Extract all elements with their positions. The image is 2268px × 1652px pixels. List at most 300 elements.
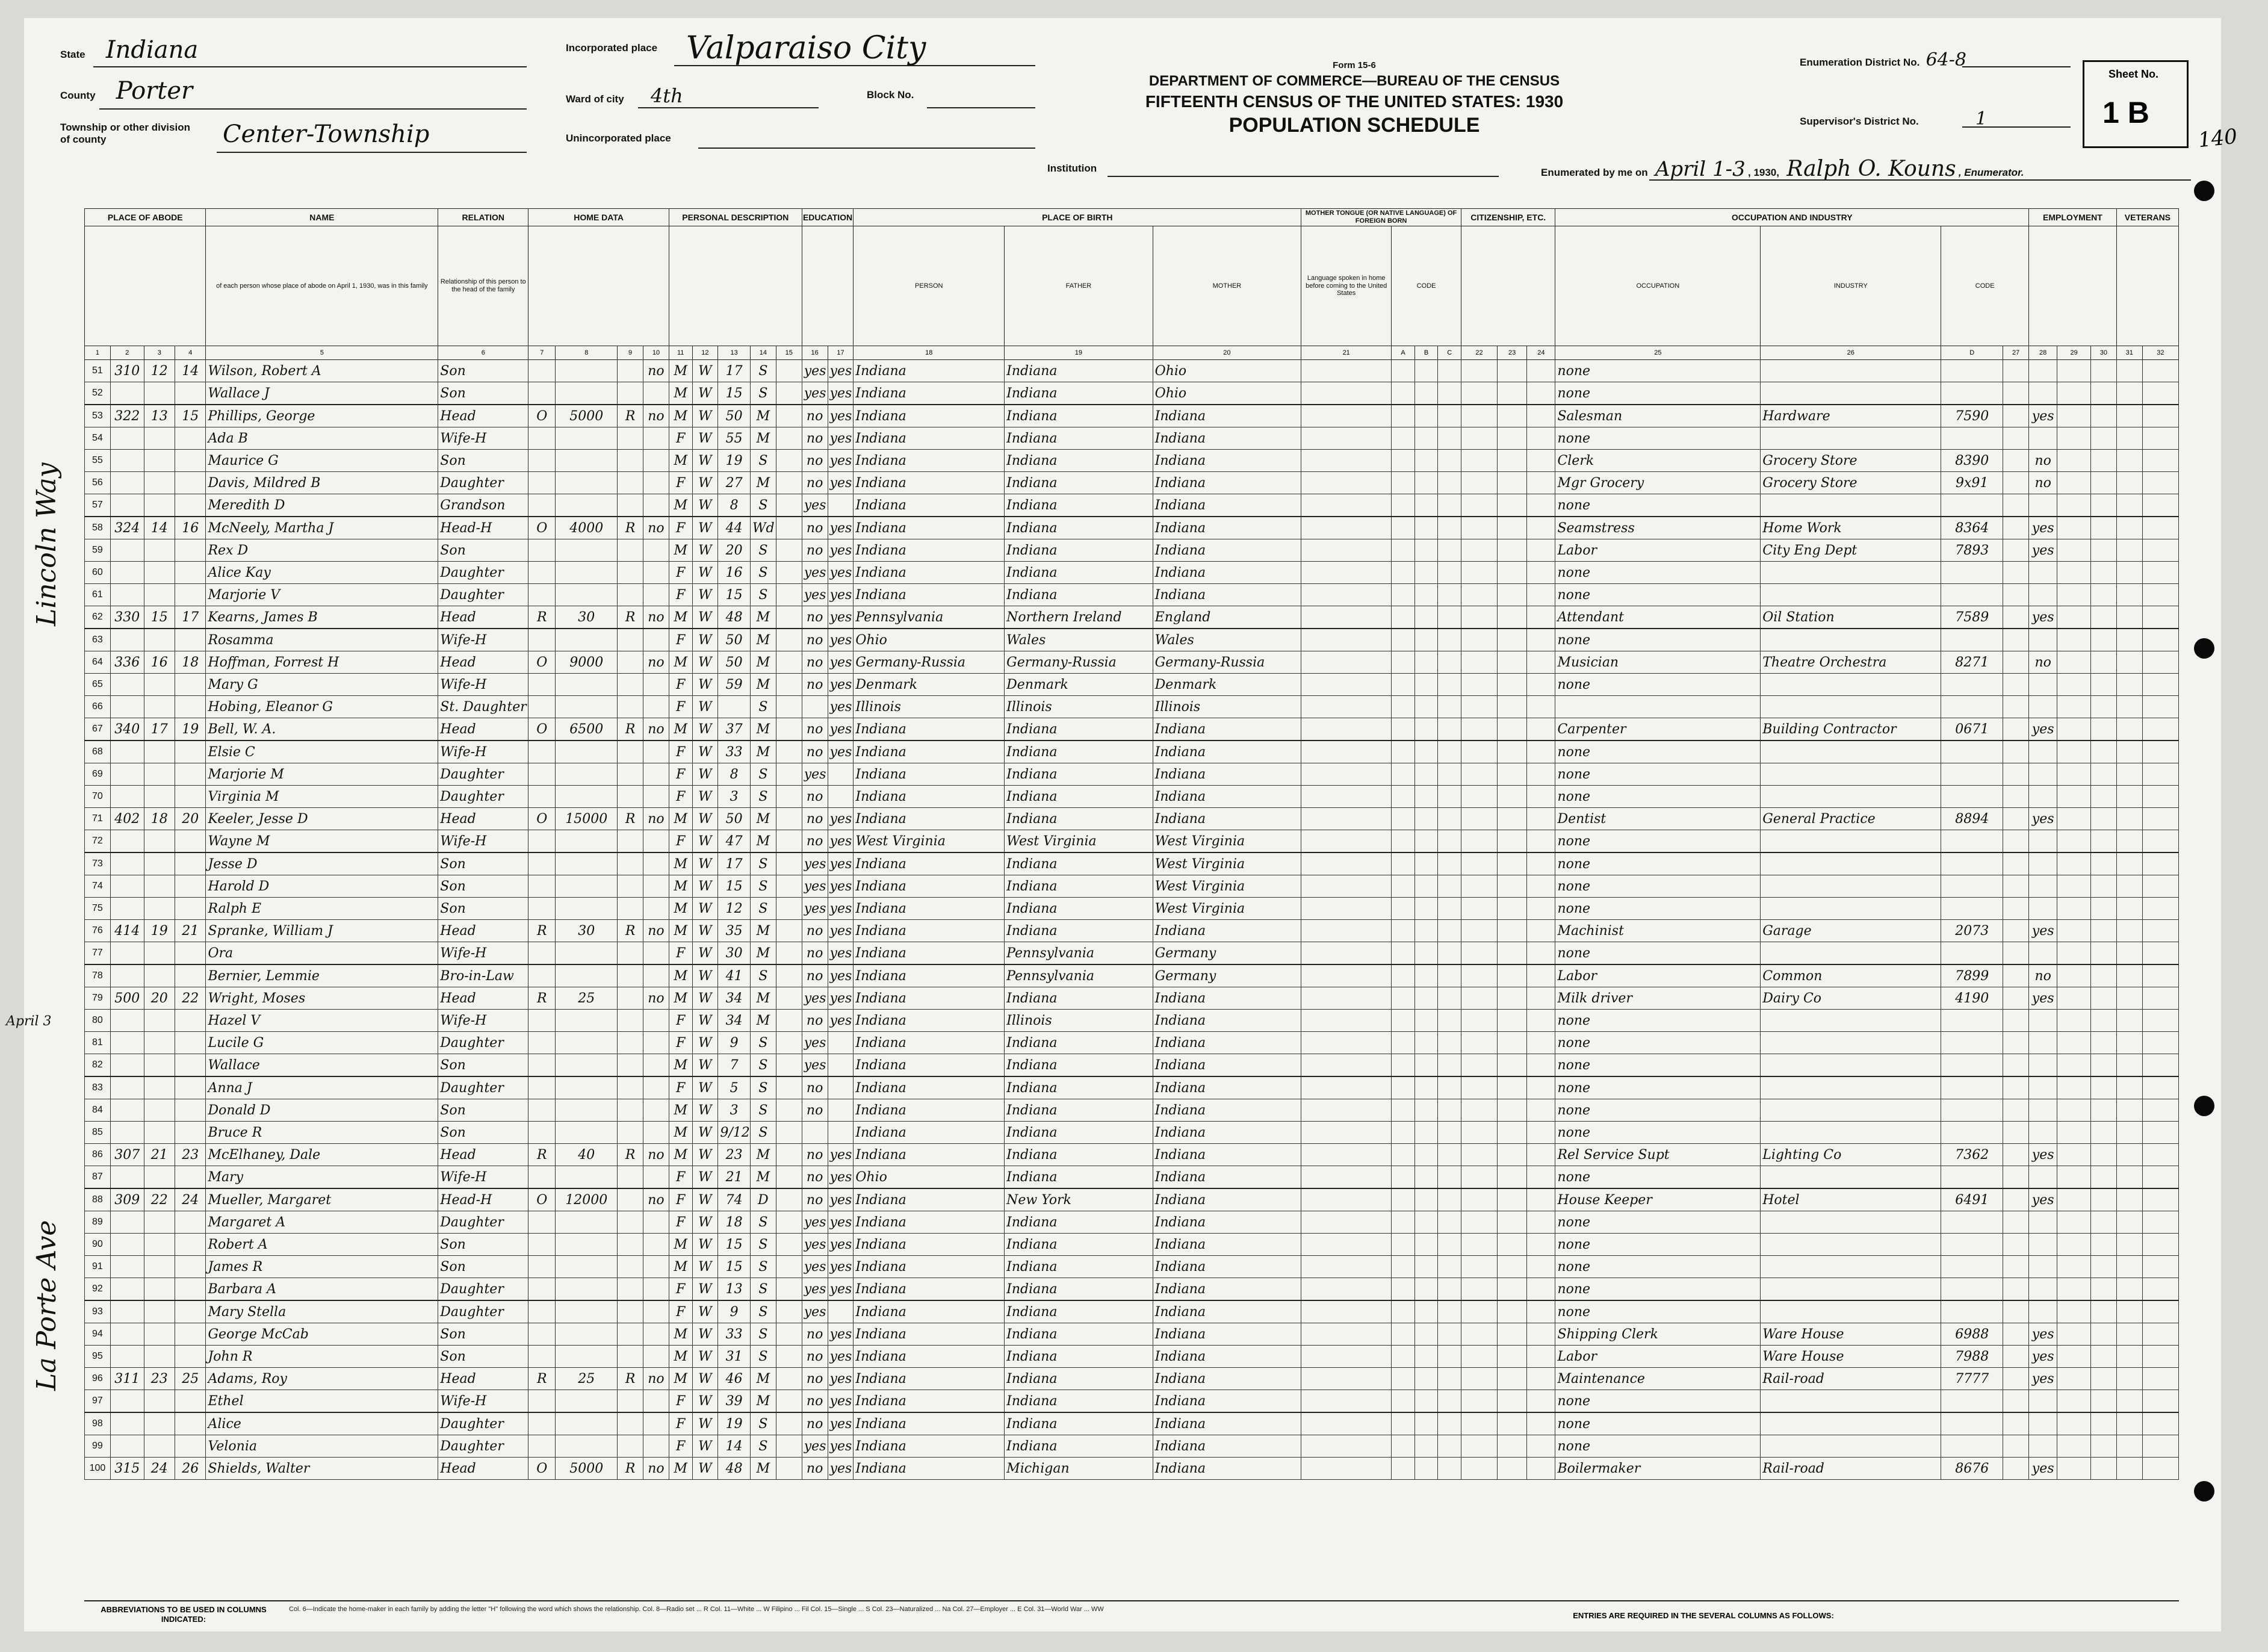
cell-empty bbox=[1497, 382, 1526, 405]
cell-occ: Labor bbox=[1555, 964, 1761, 987]
column-number: A bbox=[1392, 346, 1415, 360]
cell-occ: none bbox=[1555, 763, 1761, 786]
cell-sex: M bbox=[669, 920, 692, 942]
cell-line: 82 bbox=[85, 1054, 111, 1077]
cell-empty bbox=[2057, 763, 2091, 786]
cell-age: 3 bbox=[718, 786, 751, 808]
cell-ind: Hotel bbox=[1761, 1188, 1941, 1211]
cell-val bbox=[556, 584, 618, 606]
cell-empty bbox=[776, 472, 802, 494]
cell-val bbox=[556, 1010, 618, 1032]
cell-mbp: Indiana bbox=[1153, 562, 1301, 584]
table-row bbox=[85, 584, 2179, 606]
cell-rel: Daughter bbox=[438, 763, 528, 786]
cell-race: W bbox=[692, 786, 718, 808]
cell-empty bbox=[1527, 1234, 1555, 1256]
cell-fam bbox=[175, 1412, 206, 1435]
cell-empty bbox=[776, 1412, 802, 1435]
cell-emp bbox=[2029, 1122, 2057, 1144]
cell-empty bbox=[776, 562, 802, 584]
cell-fbp: Wales bbox=[1005, 629, 1153, 651]
cell-empty bbox=[2057, 1458, 2091, 1480]
cell-school: no bbox=[802, 539, 828, 562]
cell-ind bbox=[1761, 1278, 1941, 1301]
cell-empty bbox=[2057, 539, 2091, 562]
cell-empty bbox=[2116, 450, 2142, 472]
cell-empty bbox=[1301, 606, 1392, 629]
cell-empty bbox=[1414, 830, 1438, 853]
cell-read: yes bbox=[828, 606, 854, 629]
cell-age: 16 bbox=[718, 562, 751, 584]
cell-empty bbox=[2090, 830, 2116, 853]
cell-ind: General Practice bbox=[1761, 808, 1941, 830]
cell-farm bbox=[643, 763, 669, 786]
cell-race: W bbox=[692, 405, 718, 427]
cell-empty bbox=[2116, 651, 2142, 674]
cell-radio bbox=[618, 696, 643, 718]
cell-empty bbox=[2057, 942, 2091, 965]
cell-fbp: Indiana bbox=[1005, 1211, 1153, 1234]
cell-code bbox=[1941, 562, 2003, 584]
cell-empty bbox=[1301, 1323, 1392, 1346]
cell-empty bbox=[1438, 1346, 1461, 1368]
cell-farm bbox=[643, 1099, 669, 1122]
cell-line: 61 bbox=[85, 584, 111, 606]
table-row bbox=[85, 942, 2179, 965]
cell-rel: Daughter bbox=[438, 786, 528, 808]
cell-read: yes bbox=[828, 517, 854, 539]
cell-empty bbox=[1461, 651, 1497, 674]
cell-dw: 12 bbox=[144, 360, 175, 382]
cell-line: 58 bbox=[85, 517, 111, 539]
cell-empty bbox=[1497, 1256, 1526, 1278]
cell-radio bbox=[618, 830, 643, 853]
cell-radio: R bbox=[618, 1458, 643, 1480]
cell-empty bbox=[2003, 360, 2029, 382]
cell-school: no bbox=[802, 651, 828, 674]
cell-name: George McCab bbox=[206, 1323, 438, 1346]
cell-empty bbox=[1461, 875, 1497, 898]
cell-house bbox=[110, 741, 144, 763]
cell-age: 23 bbox=[718, 1144, 751, 1166]
column-number: 9 bbox=[618, 346, 643, 360]
cell-read: yes bbox=[828, 1368, 854, 1390]
cell-own: O bbox=[528, 651, 556, 674]
cell-fam bbox=[175, 1323, 206, 1346]
cell-age: 74 bbox=[718, 1188, 751, 1211]
cell-empty bbox=[1414, 1346, 1438, 1368]
cell-read: yes bbox=[828, 718, 854, 741]
cell-empty bbox=[1301, 696, 1392, 718]
cell-code: 7899 bbox=[1941, 964, 2003, 987]
cell-empty bbox=[2090, 718, 2116, 741]
cell-empty bbox=[776, 1323, 802, 1346]
cell-race: W bbox=[692, 964, 718, 987]
cell-empty bbox=[1392, 786, 1415, 808]
cell-fam bbox=[175, 1278, 206, 1301]
cell-sex: M bbox=[669, 808, 692, 830]
cell-empty bbox=[1497, 494, 1526, 517]
cell-empty bbox=[2090, 964, 2116, 987]
cell-empty bbox=[2142, 360, 2178, 382]
cell-empty bbox=[2057, 1122, 2091, 1144]
cell-school: yes bbox=[802, 494, 828, 517]
cell-empty bbox=[2003, 1076, 2029, 1099]
cell-radio bbox=[618, 1211, 643, 1234]
cell-empty bbox=[2142, 1188, 2178, 1211]
form-number: Form 15-6 bbox=[1333, 60, 1376, 70]
cell-line: 90 bbox=[85, 1234, 111, 1256]
cell-empty bbox=[1414, 898, 1438, 920]
cell-dw bbox=[144, 1032, 175, 1054]
cell-occ: Machinist bbox=[1555, 920, 1761, 942]
cell-empty bbox=[2003, 517, 2029, 539]
table-row bbox=[85, 1346, 2179, 1368]
cell-school: no bbox=[802, 830, 828, 853]
cell-own bbox=[528, 830, 556, 853]
cell-occ: none bbox=[1555, 584, 1761, 606]
binder-hole bbox=[2194, 638, 2214, 659]
cell-age: 50 bbox=[718, 629, 751, 651]
cell-fbp: Indiana bbox=[1005, 1346, 1153, 1368]
cell-dw: 21 bbox=[144, 1144, 175, 1166]
cell-dw bbox=[144, 696, 175, 718]
cell-age: 37 bbox=[718, 718, 751, 741]
cell-empty bbox=[1497, 852, 1526, 875]
cell-fam: 18 bbox=[175, 651, 206, 674]
cell-mar: M bbox=[750, 629, 776, 651]
cell-fbp: Indiana bbox=[1005, 898, 1153, 920]
supervisor-underline bbox=[1962, 126, 2071, 128]
cell-empty bbox=[1392, 1188, 1415, 1211]
cell-age: 39 bbox=[718, 1390, 751, 1413]
cell-empty bbox=[1301, 1054, 1392, 1077]
cell-farm bbox=[643, 494, 669, 517]
cell-empty bbox=[1392, 1435, 1415, 1458]
cell-read bbox=[828, 494, 854, 517]
cell-bp: Denmark bbox=[854, 674, 1005, 696]
cell-radio bbox=[618, 1099, 643, 1122]
cell-empty bbox=[1438, 1412, 1461, 1435]
cell-empty bbox=[1301, 1458, 1392, 1480]
cell-dw bbox=[144, 1122, 175, 1144]
cell-empty bbox=[1392, 539, 1415, 562]
cell-ind bbox=[1761, 1054, 1941, 1077]
cell-farm bbox=[643, 1323, 669, 1346]
cell-val bbox=[556, 875, 618, 898]
cell-empty bbox=[1438, 830, 1461, 853]
cell-empty bbox=[1461, 1234, 1497, 1256]
cell-school: yes bbox=[802, 562, 828, 584]
cell-empty bbox=[2090, 584, 2116, 606]
cell-code: 8364 bbox=[1941, 517, 2003, 539]
cell-empty bbox=[1392, 1346, 1415, 1368]
cell-mbp: Germany-Russia bbox=[1153, 651, 1301, 674]
county-value: Porter bbox=[116, 77, 193, 105]
cell-val bbox=[556, 1300, 618, 1323]
cell-empty bbox=[1414, 696, 1438, 718]
cell-read: yes bbox=[828, 1435, 854, 1458]
group-abode: PLACE OF ABODE bbox=[85, 209, 206, 226]
cell-empty bbox=[1301, 1010, 1392, 1032]
column-number: 13 bbox=[718, 346, 751, 360]
cell-mbp: Indiana bbox=[1153, 1144, 1301, 1166]
column-number-row bbox=[85, 346, 2179, 360]
cell-dw bbox=[144, 1234, 175, 1256]
block-underline bbox=[927, 107, 1035, 108]
cell-empty bbox=[2003, 1390, 2029, 1413]
cell-empty bbox=[1497, 1122, 1526, 1144]
cell-empty bbox=[776, 1054, 802, 1077]
cell-empty bbox=[1461, 1256, 1497, 1278]
cell-radio bbox=[618, 1412, 643, 1435]
cell-empty bbox=[2090, 1435, 2116, 1458]
cell-empty bbox=[1461, 1010, 1497, 1032]
birth-mother-subheader: MOTHER bbox=[1153, 226, 1301, 346]
cell-mar: S bbox=[750, 696, 776, 718]
cell-house bbox=[110, 852, 144, 875]
cell-dw bbox=[144, 786, 175, 808]
cell-age: 15 bbox=[718, 584, 751, 606]
enum-district-underline bbox=[1962, 66, 2071, 67]
cell-occ bbox=[1555, 696, 1761, 718]
cell-code bbox=[1941, 1122, 2003, 1144]
cell-empty bbox=[2003, 763, 2029, 786]
cell-empty bbox=[1527, 360, 1555, 382]
cell-empty bbox=[1438, 1032, 1461, 1054]
cell-name: Barbara A bbox=[206, 1278, 438, 1301]
cell-sex: M bbox=[669, 898, 692, 920]
cell-empty bbox=[2057, 852, 2091, 875]
cell-ind bbox=[1761, 1099, 1941, 1122]
cell-empty bbox=[1461, 1166, 1497, 1189]
cell-mbp: Indiana bbox=[1153, 920, 1301, 942]
cell-mbp: Indiana bbox=[1153, 1368, 1301, 1390]
cell-empty bbox=[1414, 360, 1438, 382]
column-number: 15 bbox=[776, 346, 802, 360]
table-row bbox=[85, 450, 2179, 472]
cell-empty bbox=[1461, 1032, 1497, 1054]
cell-own bbox=[528, 1346, 556, 1368]
cell-sex: M bbox=[669, 964, 692, 987]
cell-radio bbox=[618, 629, 643, 651]
cell-empty bbox=[1438, 875, 1461, 898]
cell-empty bbox=[1438, 696, 1461, 718]
cell-empty bbox=[1414, 1211, 1438, 1234]
cell-empty bbox=[1527, 1346, 1555, 1368]
cell-rel: Head bbox=[438, 1458, 528, 1480]
cell-read: yes bbox=[828, 1166, 854, 1189]
cell-empty bbox=[2090, 1234, 2116, 1256]
cell-house: 330 bbox=[110, 606, 144, 629]
column-number: 29 bbox=[2057, 346, 2091, 360]
cell-rel: Head bbox=[438, 718, 528, 741]
cell-val bbox=[556, 763, 618, 786]
cell-fbp: Pennsylvania bbox=[1005, 964, 1153, 987]
cell-line: 53 bbox=[85, 405, 111, 427]
cell-empty bbox=[1414, 494, 1438, 517]
cell-empty bbox=[2142, 606, 2178, 629]
cell-fam bbox=[175, 427, 206, 450]
cell-radio bbox=[618, 584, 643, 606]
cell-school: yes bbox=[802, 1435, 828, 1458]
cell-ind bbox=[1761, 898, 1941, 920]
cell-empty bbox=[2116, 674, 2142, 696]
cell-empty bbox=[776, 987, 802, 1010]
cell-val bbox=[556, 1234, 618, 1256]
cell-empty bbox=[2142, 763, 2178, 786]
cell-empty bbox=[1497, 741, 1526, 763]
cell-empty bbox=[2116, 1234, 2142, 1256]
cell-empty bbox=[776, 360, 802, 382]
cell-school: yes bbox=[802, 898, 828, 920]
table-row bbox=[85, 494, 2179, 517]
cell-empty bbox=[776, 1010, 802, 1032]
cell-line: 96 bbox=[85, 1368, 111, 1390]
cell-empty bbox=[776, 1076, 802, 1099]
cell-mar: M bbox=[750, 942, 776, 965]
cell-empty bbox=[1497, 1300, 1526, 1323]
cell-occ: Rel Service Supt bbox=[1555, 1144, 1761, 1166]
cell-name: Marjorie M bbox=[206, 763, 438, 786]
cell-house bbox=[110, 1300, 144, 1323]
table-row bbox=[85, 696, 2179, 718]
cell-house bbox=[110, 875, 144, 898]
cell-mbp: Indiana bbox=[1153, 987, 1301, 1010]
relation-subheader: Relationship of this person to the head of the family bbox=[438, 226, 528, 346]
cell-empty bbox=[1414, 539, 1438, 562]
cell-bp: Indiana bbox=[854, 539, 1005, 562]
cell-emp: yes bbox=[2029, 1368, 2057, 1390]
cell-own bbox=[528, 898, 556, 920]
incorporated-label: Incorporated place bbox=[566, 42, 658, 54]
cell-fam bbox=[175, 964, 206, 987]
cell-empty bbox=[1438, 360, 1461, 382]
cell-bp: Indiana bbox=[854, 1323, 1005, 1346]
cell-empty bbox=[776, 1144, 802, 1166]
cell-empty bbox=[1438, 1458, 1461, 1480]
cell-line: 83 bbox=[85, 1076, 111, 1099]
cell-race: W bbox=[692, 1054, 718, 1077]
cell-age: 13 bbox=[718, 1278, 751, 1301]
cell-read: yes bbox=[828, 942, 854, 965]
cell-empty bbox=[2116, 472, 2142, 494]
cell-empty bbox=[1438, 1435, 1461, 1458]
cell-bp: Indiana bbox=[854, 942, 1005, 965]
cell-read: yes bbox=[828, 964, 854, 987]
cell-race: W bbox=[692, 696, 718, 718]
cell-empty bbox=[2090, 786, 2116, 808]
group-tongue: MOTHER TONGUE (OR NATIVE LANGUAGE) OF FOREIGN BORN bbox=[1301, 209, 1461, 226]
cell-fbp: Indiana bbox=[1005, 1435, 1153, 1458]
cell-mar: S bbox=[750, 875, 776, 898]
cell-occ: none bbox=[1555, 1099, 1761, 1122]
cell-occ: Shipping Clerk bbox=[1555, 1323, 1761, 1346]
cell-mar: M bbox=[750, 427, 776, 450]
cell-farm: no bbox=[643, 1458, 669, 1480]
cell-empty bbox=[1301, 964, 1392, 987]
cell-name: Mary Stella bbox=[206, 1300, 438, 1323]
cell-empty bbox=[1527, 942, 1555, 965]
cell-house bbox=[110, 830, 144, 853]
cell-empty bbox=[1438, 494, 1461, 517]
cell-ind bbox=[1761, 494, 1941, 517]
cell-empty bbox=[1301, 629, 1392, 651]
cell-mar: S bbox=[750, 382, 776, 405]
cell-empty bbox=[776, 539, 802, 562]
cell-mar: D bbox=[750, 1188, 776, 1211]
cell-name: Spranke, William J bbox=[206, 920, 438, 942]
cell-emp bbox=[2029, 1412, 2057, 1435]
enumerated-label: Enumerated by me on bbox=[1541, 167, 1648, 178]
cell-house bbox=[110, 539, 144, 562]
cell-house bbox=[110, 1010, 144, 1032]
cell-rel: Daughter bbox=[438, 472, 528, 494]
cell-sex: F bbox=[669, 1010, 692, 1032]
cell-empty bbox=[2057, 472, 2091, 494]
cell-empty bbox=[1527, 1458, 1555, 1480]
cell-empty bbox=[1414, 1054, 1438, 1077]
cell-fbp: Indiana bbox=[1005, 920, 1153, 942]
cell-empty bbox=[1497, 1166, 1526, 1189]
cell-empty bbox=[1461, 1368, 1497, 1390]
cell-empty bbox=[1461, 1390, 1497, 1413]
cell-farm bbox=[643, 1435, 669, 1458]
cell-mar: M bbox=[750, 808, 776, 830]
cell-empty bbox=[2116, 1458, 2142, 1480]
cell-race: W bbox=[692, 1346, 718, 1368]
cell-radio bbox=[618, 651, 643, 674]
column-number: 3 bbox=[144, 346, 175, 360]
cell-farm: no bbox=[643, 920, 669, 942]
cell-empty bbox=[1438, 718, 1461, 741]
cell-empty bbox=[2116, 1054, 2142, 1077]
entries-required-heading: ENTRIES ARE REQUIRED IN THE SEVERAL COLUMNS AS FOLLOWS: bbox=[1573, 1611, 1834, 1620]
cell-empty bbox=[776, 1122, 802, 1144]
group-home: HOME DATA bbox=[528, 209, 669, 226]
cell-sex: F bbox=[669, 629, 692, 651]
cell-empty bbox=[1301, 1368, 1392, 1390]
cell-dw bbox=[144, 1323, 175, 1346]
cell-fbp: Germany-Russia bbox=[1005, 651, 1153, 674]
cell-val bbox=[556, 674, 618, 696]
cell-empty bbox=[2057, 1166, 2091, 1189]
table-row bbox=[85, 987, 2179, 1010]
cell-name: Wright, Moses bbox=[206, 987, 438, 1010]
cell-line: 62 bbox=[85, 606, 111, 629]
state-field bbox=[60, 36, 198, 64]
cell-rel: Son bbox=[438, 539, 528, 562]
cell-radio bbox=[618, 1346, 643, 1368]
cell-empty bbox=[2142, 1346, 2178, 1368]
cell-school: no bbox=[802, 674, 828, 696]
cell-bp: Indiana bbox=[854, 1368, 1005, 1390]
cell-radio: R bbox=[618, 920, 643, 942]
cell-empty bbox=[2116, 1323, 2142, 1346]
cell-code bbox=[1941, 1256, 2003, 1278]
cell-sex: M bbox=[669, 494, 692, 517]
cell-own bbox=[528, 539, 556, 562]
cell-empty bbox=[2057, 1435, 2091, 1458]
cell-empty bbox=[2116, 539, 2142, 562]
cell-empty bbox=[1392, 964, 1415, 987]
cell-read: yes bbox=[828, 1234, 854, 1256]
state-label: State bbox=[60, 49, 85, 60]
cell-race: W bbox=[692, 360, 718, 382]
cell-mbp: Germany bbox=[1153, 942, 1301, 965]
cell-house: 310 bbox=[110, 360, 144, 382]
cell-sex: M bbox=[669, 1122, 692, 1144]
